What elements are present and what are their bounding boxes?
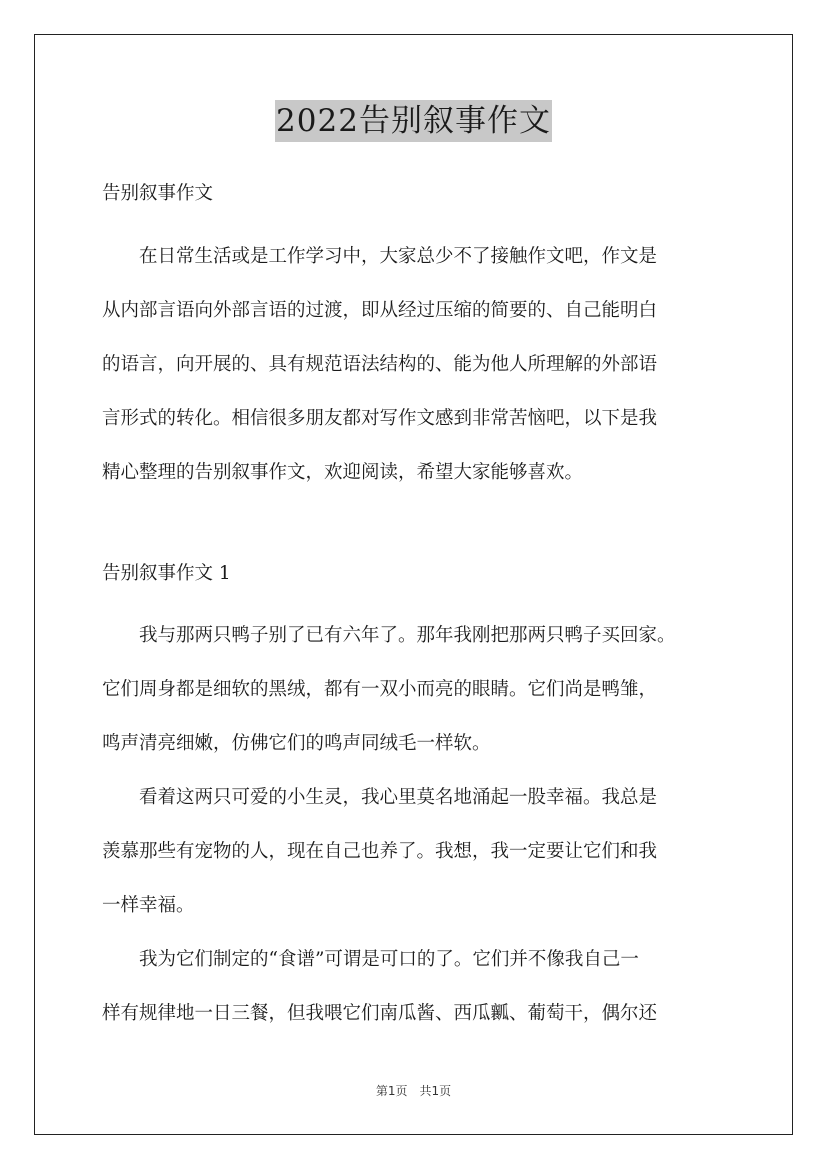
intro-section (102, 176, 728, 500)
body-line: 我为它们制定的“食谱”可谓是可口的了。它们并不像我自己一 (102, 949, 639, 970)
intro-line: 言形式的转化。相信很多朋友都对写作文感到非常苦恼吧，以下是我 (102, 408, 658, 429)
section-heading: 告别叙事作文 1 (102, 563, 231, 584)
document-title-text: 2022告别叙事作文 (275, 100, 552, 142)
body-line: 一样幸福。 (102, 895, 195, 916)
intro-line: 的语言，向开展的、具有规范语法结构的、能为他人所理解的外部语 (102, 354, 658, 375)
intro-line: 在日常生活或是工作学习中，大家总少不了接触作文吧，作文是 (102, 246, 658, 267)
body-line: 它们周身都是细软的黑绒，都有一双小而亮的眼睛。它们尚是鸭雏， (102, 679, 658, 700)
body-line: 看着这两只可爱的小生灵，我心里莫名地涌起一股幸福。我总是 (102, 787, 658, 808)
page-footer: 第1页 共1页 (375, 1084, 452, 1098)
body-line: 鸣声清亮细嫩，仿佛它们的鸣声同绒毛一样软。 (102, 733, 491, 754)
body-line: 羡慕那些有宠物的人，现在自己也养了。我想，我一定要让它们和我 (102, 841, 658, 862)
essay-body (102, 609, 742, 1041)
body-line: 样有规律地一日三餐，但我喂它们南瓜酱、西瓜瓤、葡萄干，偶尔还 (102, 1003, 658, 1024)
document-subtitle: 告别叙事作文 (102, 183, 214, 204)
document-title (0, 100, 827, 142)
intro-line: 从内部言语向外部言语的过渡，即从经过压缩的简要的、自己能明白 (102, 300, 658, 321)
body-line: 我与那两只鸭子别了已有六年了。那年我刚把那两只鸭子买回家。 (102, 625, 676, 646)
intro-line: 精心整理的告别叙事作文，欢迎阅读，希望大家能够喜欢。 (102, 462, 584, 483)
